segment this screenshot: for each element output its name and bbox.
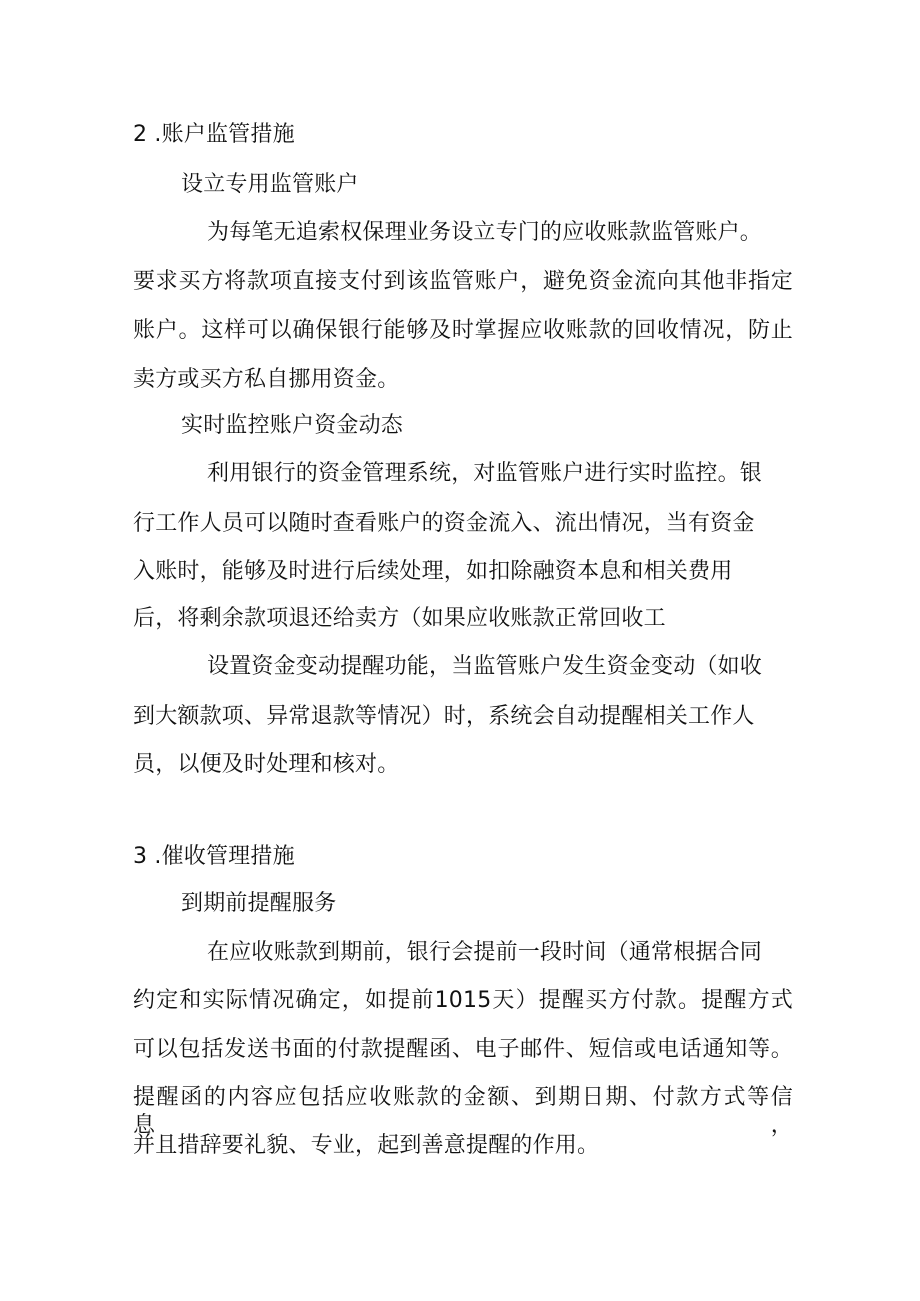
paragraph-line: 在应收账款到期前，银行会提前一段时间（通常根据合同 [207, 940, 763, 965]
paragraph-line: 行工作人员可以随时查看账户的资金流入、流出情况，当有资金 [133, 511, 755, 536]
paragraph-line: 为每笔无追索权保理业务设立专门的应收账款监管账户。 [207, 220, 763, 245]
paragraph-line: 约定和实际情况确定，如提前1015天）提醒买方付款。提醒方式 [133, 988, 793, 1013]
subheading-pre-due-reminder: 到期前提醒服务 [181, 891, 337, 916]
paragraph-line: 账户。这样可以确保银行能够及时掌握应收账款的回收情况，防止 [133, 318, 793, 343]
paragraph-line: 卖方或买方私自挪用资金。 [133, 367, 400, 392]
section-3-heading: 3 .催收管理措施 [133, 844, 295, 869]
paragraph-line: 要求买方将款项直接支付到该监管账户，避免资金流向其他非指定 [133, 269, 793, 294]
paragraph-line: 员，以便及时处理和核对。 [133, 752, 400, 777]
paragraph-line: 设置资金变动提醒功能，当监管账户发生资金变动（如收 [207, 654, 763, 679]
paragraph-line: 后，将剩余款项退还给卖方（如果应收账款正常回收工 [133, 606, 666, 631]
paragraph-line: 提醒函的内容应包括应收账款的金额、到期日期、付款方式等信息， [133, 1085, 793, 1138]
paragraph-line: 利用银行的资金管理系统，对监管账户进行实时监控。银 [207, 461, 763, 486]
paragraph-line: 到大额款项、异常退款等情况）时，系统会自动提醒相关工作人 [133, 704, 755, 729]
subheading-dedicated-account: 设立专用监管账户 [181, 172, 359, 197]
subheading-realtime-monitor: 实时监控账户资金动态 [181, 413, 404, 438]
paragraph-line: 入账时，能够及时进行后续处理，如扣除融资本息和相关费用 [133, 559, 733, 584]
paragraph-line: 可以包括发送书面的付款提醒函、电子邮件、短信或电话通知等。 [133, 1037, 793, 1062]
section-2-heading: 2 .账户监管措施 [133, 122, 295, 147]
paragraph-line: 并且措辞要礼貌、专业，起到善意提醒的作用。 [133, 1133, 600, 1158]
